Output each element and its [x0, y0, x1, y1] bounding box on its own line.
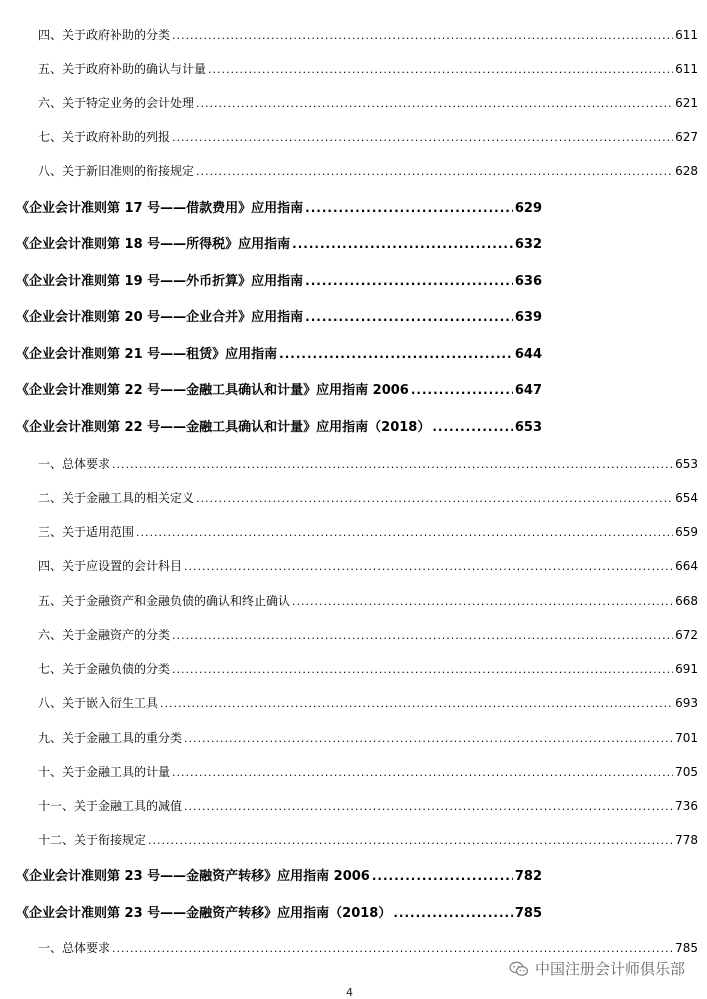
toc-entry-page: 659: [675, 525, 698, 539]
toc-entry-page: 701: [675, 731, 698, 745]
toc-entry-title: 《企业会计准则第 17 号——借款费用》应用指南: [16, 201, 304, 216]
dot-leader: [172, 765, 673, 781]
dot-leader: [112, 457, 673, 473]
toc-entry-page: 632: [514, 237, 542, 252]
toc-entry-page: 664: [675, 559, 698, 573]
toc-entry-title: 《企业会计准则第 18 号——所得税》应用指南: [16, 237, 291, 252]
toc-entry: [38, 129, 698, 145]
toc-entry-title: 六、关于金融资产的分类: [38, 628, 171, 642]
toc-entry-page: 691: [675, 662, 698, 676]
toc-entry-page: 654: [675, 491, 698, 505]
toc-entry: [16, 236, 542, 252]
toc-entry: [16, 346, 542, 362]
toc-entry: [16, 309, 542, 325]
toc-entry: [38, 27, 698, 43]
toc-entry-page: 639: [514, 310, 542, 325]
toc-entry: [38, 627, 698, 643]
toc-entry: [38, 95, 698, 111]
dot-leader: [393, 905, 513, 921]
toc-entry: [16, 419, 542, 435]
toc-entry-title: 八、关于嵌入衍生工具: [38, 696, 159, 710]
dot-leader: [196, 96, 673, 112]
toc-entry-page: 668: [675, 594, 698, 608]
toc-entry: [16, 273, 542, 289]
dot-leader: [160, 696, 673, 712]
toc-entry-page: 636: [514, 274, 542, 289]
toc-entry-page: 785: [514, 906, 542, 921]
dot-leader: [292, 594, 673, 610]
toc-entry: [38, 558, 698, 574]
toc-entry-page: 629: [514, 201, 542, 216]
toc-entry: [38, 61, 698, 77]
toc-entry-title: 三、关于适用范围: [38, 525, 135, 539]
toc-entry: [38, 593, 698, 609]
toc-entry: [38, 490, 698, 506]
dot-leader: [184, 559, 673, 575]
toc-entry: [38, 456, 698, 472]
toc-entry-page: 627: [675, 130, 698, 144]
toc-entry-page: 693: [675, 696, 698, 710]
dot-leader: [305, 200, 513, 216]
toc-entry: [38, 695, 698, 711]
watermark-text: 中国注册会计师俱乐部: [534, 960, 685, 978]
toc-entry: [16, 868, 542, 884]
toc-entry-title: 八、关于新旧准则的衔接规定: [38, 164, 195, 178]
toc-entry-title: 《企业会计准则第 22 号——金融工具确认和计量》应用指南（2018）: [16, 420, 431, 435]
dot-leader: [148, 833, 673, 849]
toc-entry: [38, 524, 698, 540]
dot-leader: [411, 382, 513, 398]
toc-entry: [38, 832, 698, 848]
toc-entry-page: 621: [675, 96, 698, 110]
toc-entry-title: 四、关于应设置的会计科目: [38, 559, 183, 573]
toc-entry-page: 611: [675, 62, 698, 76]
toc-entry-page: 705: [675, 765, 698, 779]
toc-entry-title: 一、总体要求: [38, 941, 111, 955]
toc-entry-title: 《企业会计准则第 20 号——企业合并》应用指南: [16, 310, 304, 325]
dot-leader: [305, 273, 513, 289]
dot-leader: [432, 419, 513, 435]
toc-entry-page: 782: [514, 869, 542, 884]
dot-leader: [292, 236, 513, 252]
toc-entry: [16, 382, 542, 398]
toc-entry-title: 《企业会计准则第 23 号——金融资产转移》应用指南（2018）: [16, 906, 392, 921]
toc-entry: [16, 905, 542, 921]
toc-entry-title: 七、关于金融负债的分类: [38, 662, 171, 676]
toc-entry: [38, 730, 698, 746]
toc-entry-title: 五、关于金融资产和金融负债的确认和终止确认: [38, 594, 291, 608]
toc-entry: [38, 163, 698, 179]
dot-leader: [172, 628, 673, 644]
dot-leader: [196, 491, 673, 507]
toc-entry: [16, 200, 542, 216]
toc-entry: [38, 940, 698, 956]
toc-entry: [38, 798, 698, 814]
dot-leader: [112, 941, 673, 957]
toc-entry-title: 九、关于金融工具的重分类: [38, 731, 183, 745]
dot-leader: [279, 346, 513, 362]
toc-entry: [38, 764, 698, 780]
dot-leader: [305, 309, 513, 325]
toc-entry-title: 四、关于政府补助的分类: [38, 28, 171, 42]
dot-leader: [208, 62, 673, 78]
toc-entry-title: 《企业会计准则第 21 号——租赁》应用指南: [16, 347, 278, 362]
toc-entry-page: 611: [675, 28, 698, 42]
toc-entry-title: 一、总体要求: [38, 457, 111, 471]
toc-entry-title: 五、关于政府补助的确认与计量: [38, 62, 207, 76]
toc-entry-page: 736: [675, 799, 698, 813]
toc-entry-title: 《企业会计准则第 19 号——外币折算》应用指南: [16, 274, 304, 289]
dot-leader: [184, 731, 673, 747]
toc-entry-title: 七、关于政府补助的列报: [38, 130, 171, 144]
dot-leader: [184, 799, 673, 815]
toc-entry-page: 628: [675, 164, 698, 178]
toc-entry-title: 十、关于金融工具的计量: [38, 765, 171, 779]
watermark: [509, 958, 685, 979]
dot-leader: [136, 525, 673, 541]
toc-entry-title: 《企业会计准则第 23 号——金融资产转移》应用指南 2006: [16, 869, 370, 884]
toc-entry-page: 653: [675, 457, 698, 471]
toc-entry-title: 六、关于特定业务的会计处理: [38, 96, 195, 110]
toc-entry-title: 二、关于金融工具的相关定义: [38, 491, 195, 505]
toc-entry-page: 647: [514, 383, 542, 398]
wechat-icon: [509, 961, 529, 977]
toc-entry-page: 644: [514, 347, 542, 362]
toc-entry-title: 《企业会计准则第 22 号——金融工具确认和计量》应用指南 2006: [16, 383, 409, 398]
page-number: 4: [346, 986, 353, 999]
dot-leader: [172, 28, 673, 44]
toc-entry-page: 778: [675, 833, 698, 847]
dot-leader: [372, 868, 513, 884]
dot-leader: [172, 130, 673, 146]
dot-leader: [196, 164, 673, 180]
dot-leader: [172, 662, 673, 678]
toc-entry-title: 十一、关于金融工具的减值: [38, 799, 183, 813]
toc-entry-page: 672: [675, 628, 698, 642]
toc-entry-page: 785: [675, 941, 698, 955]
toc-entry-title: 十二、关于衔接规定: [38, 833, 147, 847]
toc-entry: [38, 661, 698, 677]
toc-entry-page: 653: [514, 420, 542, 435]
